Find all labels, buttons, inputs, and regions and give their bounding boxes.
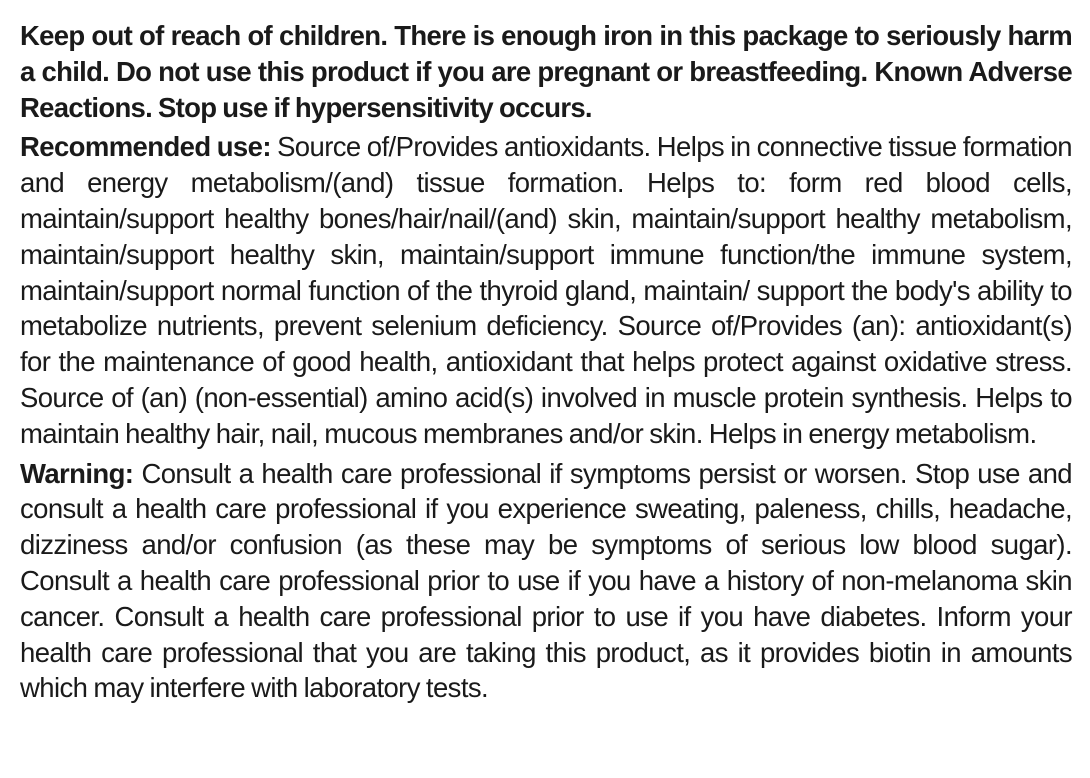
recommended-use-text: Source of/Provides antioxidants. Helps in connective tissue formation and energy metabolism/(and) tissue formation. Helps to: form red blood cells, maintain/support healthy bones/hair/nail/(and) skin, maintain/support healthy metabolism, maintain/support healthy skin, maintain/support immune function/the immune system, maintain/support normal function of the thyroid gland, maintain/ support the body's ability to metabolize nutrients, prevent selenium deficiency. Source of/Provides (an): antioxidant(s) for the maintenance of good health, antioxidant that helps protect against oxidative stress. Source of (an) (non-essential) amino acid(s) involved in muscle protein synthesis. Helps to maintain healthy hair, nail, mucous membranes and/or skin. Helps in energy metabolism. bbox=[20, 131, 1072, 449]
warning-text: Consult a health care professional if symptoms persist or worsen. Stop use and consult a health care professional if you experience sweating, paleness, chills, headache, dizziness and/or confusion (as these may be symptoms of serious low blood sugar). Consult a health care professional prior to use if you have a history of non-melanoma skin cancer. Consult a health care professional prior to use if you have diabetes. Inform your health care professional that you are taking this product, as it provides biotin in amounts which may interfere with laboratory tests. bbox=[20, 457, 1072, 704]
product-label-text bbox=[20, 18, 1072, 710]
warning-section bbox=[20, 456, 1072, 707]
recommended-use-section bbox=[20, 129, 1072, 451]
warning-heading: Warning: bbox=[20, 457, 134, 489]
recommended-use-heading: Recommended use: bbox=[20, 131, 271, 163]
caution-statement: Keep out of reach of children. There is enough iron in this package to seriously harm a child. Do not use this product if you are pregnant or breastfeeding. Known Adverse Reactions. Stop use if hypersensitivity occurs. bbox=[20, 20, 1072, 123]
